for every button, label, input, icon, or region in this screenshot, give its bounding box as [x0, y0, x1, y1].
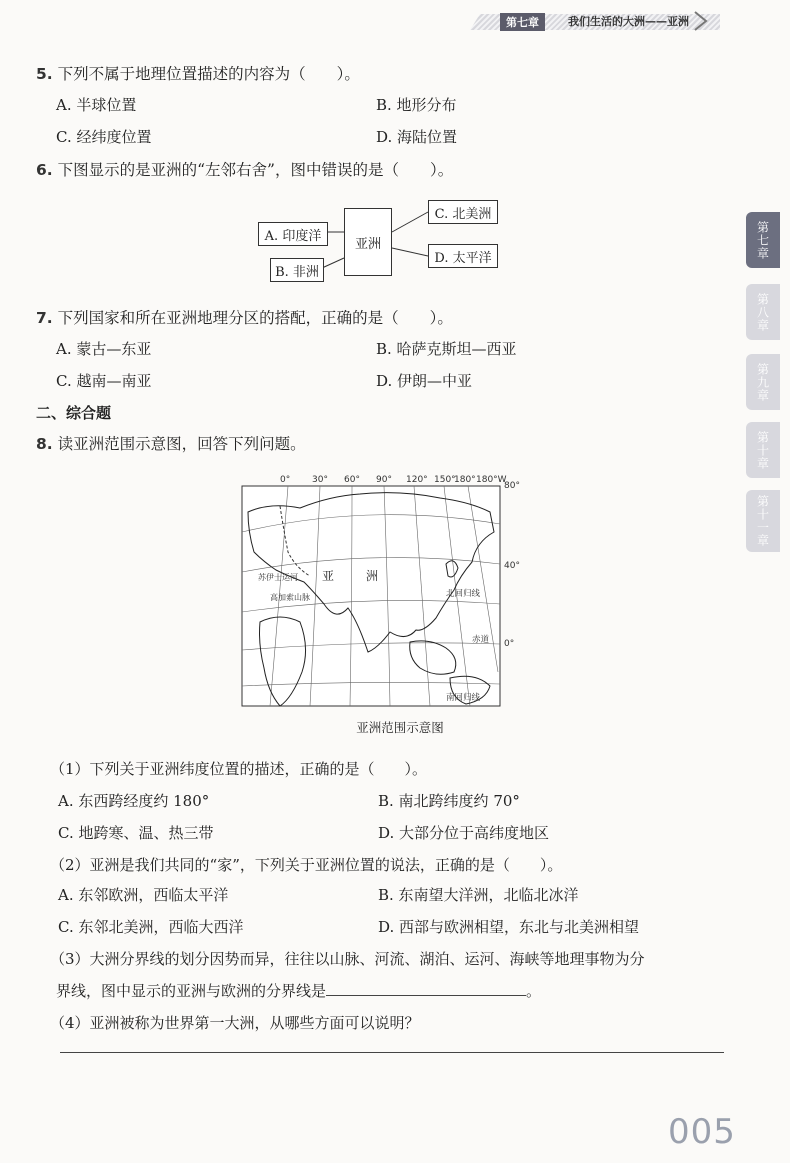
map-top-tick: 180° — [454, 475, 476, 485]
header-title: 我们生活的大洲——亚洲 — [568, 15, 689, 28]
question-text: 下列不属于地理位置描述的内容为（ ）。 — [57, 65, 360, 83]
q8-sub4-text: （4）亚洲被称为世界第一大洲，从哪些方面可以说明？ — [50, 1014, 420, 1032]
q8-sub2-option-b[interactable]: B. 东南望大洋洲，北临北冰洋 — [378, 886, 579, 904]
q8-sub2-option-c[interactable]: C. 东邻北美洲，西临大西洋 — [58, 918, 244, 936]
diagram-left-bottom: B. 非洲 — [270, 258, 324, 282]
map-label-tropic-south: 南回归线 — [446, 693, 481, 703]
map-top-tick: 150° — [434, 475, 456, 485]
question-8 — [36, 432, 306, 454]
q7-option-b[interactable]: B. 哈萨克斯坦—西亚 — [376, 340, 517, 358]
question-number: 7. — [36, 309, 53, 327]
map-top-tick: 60° — [344, 475, 360, 485]
tab-chapter-8[interactable]: 第八章 — [746, 284, 780, 340]
map-top-tick: 180°W — [476, 475, 507, 485]
q5-option-a[interactable]: A. 半球位置 — [56, 96, 137, 114]
q8-sub1-option-a[interactable]: A. 东西跨经度约 180° — [58, 792, 210, 810]
page-number: 005 — [668, 1112, 736, 1152]
section-heading: 二、综合题 — [36, 404, 112, 422]
question-5 — [36, 62, 360, 84]
answer-blank[interactable] — [326, 981, 526, 996]
tab-chapter-7[interactable]: 第七章 — [746, 212, 780, 268]
map-label-mountains: 高加索山脉 — [270, 593, 310, 602]
question-text: 读亚洲范围示意图，回答下列问题。 — [57, 435, 306, 453]
map-right-tick: 80° — [504, 481, 520, 491]
map-top-tick: 30° — [312, 475, 328, 485]
q7-option-a[interactable]: A. 蒙古—东亚 — [56, 340, 152, 358]
q8-sub1-text: （1）下列关于亚洲纬度位置的描述，正确的是（ ）。 — [50, 760, 428, 778]
map-label-continent: 洲 — [366, 569, 379, 583]
map-top-tick: 90° — [376, 475, 392, 485]
q8-sub1-option-c[interactable]: C. 地跨寒、温、热三带 — [58, 824, 214, 842]
map-caption: 亚洲范围示意图 — [356, 720, 444, 735]
diagram-right-bottom: D. 太平洋 — [428, 244, 498, 268]
map-right-tick: 40° — [504, 561, 520, 571]
question-number: 5. — [36, 65, 53, 83]
q8-sub3-prefix: 界线，图中显示的亚洲与欧洲的分界线是 — [56, 982, 327, 1000]
q8-sub2-option-d[interactable]: D. 西部与欧洲相望，东北与北美洲相望 — [378, 918, 640, 936]
answer-line[interactable] — [60, 1052, 724, 1053]
diagram-right-top: C. 北美洲 — [428, 200, 498, 224]
tab-chapter-11[interactable]: 第十一章 — [746, 490, 780, 552]
q8-sub3-line2 — [56, 980, 541, 1001]
map-label-canal: 苏伊士运河 — [258, 573, 298, 582]
map-label-equator: 赤道 — [472, 635, 490, 645]
diagram-center-asia: 亚洲 — [344, 208, 392, 276]
header-chapter: 第七章 — [500, 13, 545, 31]
map-label-continent: 亚 — [322, 569, 335, 583]
map-right-tick: 0° — [504, 639, 515, 649]
map-top-tick: 0° — [280, 475, 291, 485]
chevron-right-icon — [692, 10, 710, 32]
question-number: 6. — [36, 161, 53, 179]
asia-map — [240, 472, 530, 712]
q7-option-d[interactable]: D. 伊朗—中亚 — [376, 372, 473, 390]
q8-sub3-line1: （3）大洲分界线的划分因势而异，往往以山脉、河流、湖泊、运河、海峡等地理事物为分 — [50, 950, 645, 968]
q5-option-d[interactable]: D. 海陆位置 — [376, 128, 458, 146]
q8-sub2-text: （2）亚洲是我们共同的“家”，下列关于亚洲位置的说法，正确的是（ ）。 — [50, 856, 563, 874]
running-header — [470, 10, 770, 32]
question-6 — [36, 158, 453, 180]
q8-sub1-option-b[interactable]: B. 南北跨纬度约 70° — [378, 792, 520, 810]
q8-sub3-suffix: 。 — [526, 982, 542, 1000]
q8-sub1-option-d[interactable]: D. 大部分位于高纬度地区 — [378, 824, 550, 842]
q5-option-b[interactable]: B. 地形分布 — [376, 96, 457, 114]
tab-chapter-10[interactable]: 第十章 — [746, 422, 780, 478]
q7-option-c[interactable]: C. 越南—南亚 — [56, 372, 152, 390]
tab-chapter-9[interactable]: 第九章 — [746, 354, 780, 410]
question-7 — [36, 306, 453, 328]
question-text: 下图显示的是亚洲的“左邻右舍”，图中错误的是（ ）。 — [57, 161, 454, 179]
q8-sub2-option-a[interactable]: A. 东邻欧洲，西临太平洋 — [58, 886, 229, 904]
map-label-tropic-north: 北回归线 — [446, 589, 481, 599]
q5-option-c[interactable]: C. 经纬度位置 — [56, 128, 152, 146]
question-text: 下列国家和所在亚洲地理分区的搭配，正确的是（ ）。 — [57, 309, 453, 327]
question-number: 8. — [36, 435, 53, 453]
map-top-tick: 120° — [406, 475, 428, 485]
diagram-left-top: A. 印度洋 — [258, 222, 328, 246]
